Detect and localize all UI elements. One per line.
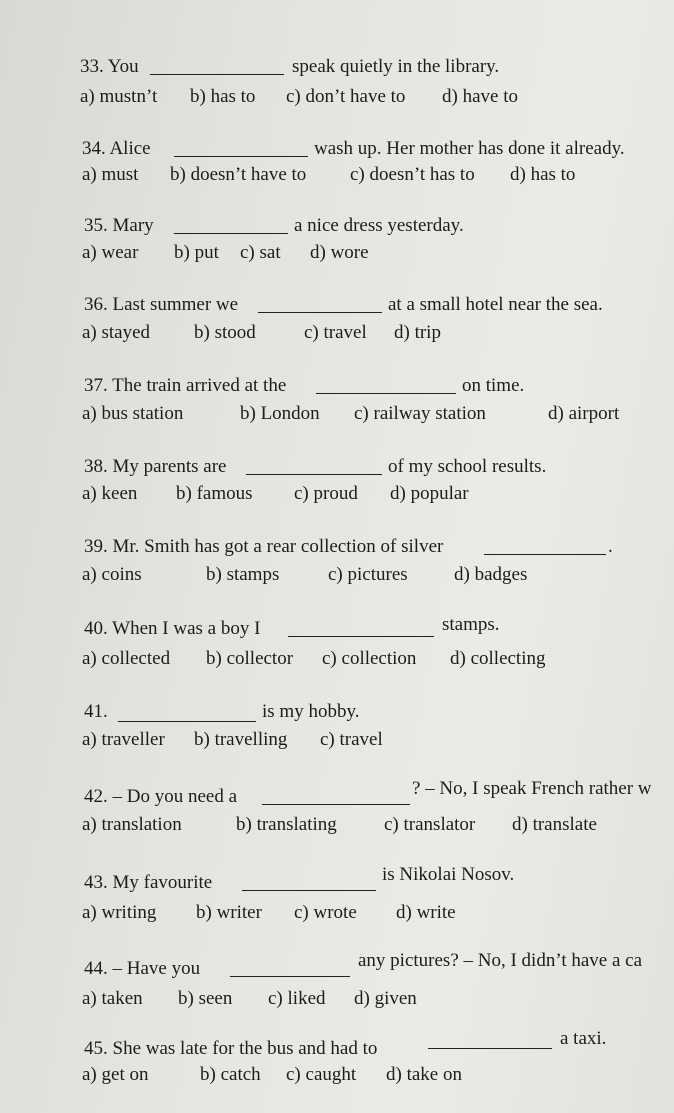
option-d[interactable]: d) given [354,988,417,1009]
option-c[interactable]: c) pictures [328,564,408,585]
question-number: 36. [84,294,108,315]
question-number: 44. [84,958,108,979]
option-b[interactable]: b) stamps [206,564,280,585]
question-text: Last summer we [112,294,239,315]
option-a[interactable]: a) collected [82,648,171,669]
question-40 [0,614,674,688]
question-number: 38. [84,456,108,477]
option-c[interactable]: c) doesn’t has to [350,164,475,185]
option-b[interactable]: b) London [240,403,320,424]
option-b[interactable]: b) famous [176,483,253,504]
question-text-after: any pictures? – No, I didn’t have a ca [358,950,643,971]
question-36 [0,294,674,364]
question-number: 42. [84,786,108,807]
option-b[interactable]: b) doesn’t have to [170,164,307,185]
option-a[interactable]: a) mustn’t [80,86,158,107]
option-b[interactable]: b) seen [178,988,233,1009]
option-a[interactable]: a) stayed [82,322,151,343]
question-text-after: ? – No, I speak French rather w [412,778,652,799]
option-d[interactable]: d) trip [394,322,441,343]
option-d[interactable]: d) wore [310,242,369,263]
question-34 [0,138,674,208]
option-c[interactable]: c) travel [304,322,367,343]
question-text-after: at a small hotel near the sea. [388,294,603,315]
question-number: 43. [84,872,108,893]
question-45 [0,1028,674,1108]
question-35 [0,215,674,285]
question-text-after: wash up. Her mother has done it already. [314,138,625,159]
question-text: Mary [112,215,154,236]
answer-blank[interactable] [242,890,376,891]
option-a[interactable]: a) traveller [82,729,165,750]
question-37 [0,375,674,445]
question-text: My favourite [112,872,213,893]
option-d[interactable]: d) popular [390,483,469,504]
option-c[interactable]: c) liked [268,988,326,1009]
question-text-after: of my school results. [388,456,547,477]
question-text: You [107,56,139,77]
option-c[interactable]: c) don’t have to [286,86,406,107]
answer-blank[interactable] [288,636,434,637]
option-c[interactable]: c) proud [294,483,358,504]
question-number: 45. [84,1038,108,1059]
question-text-after: a taxi. [560,1028,607,1049]
question-text: She was late for the bus and had to [112,1038,378,1059]
option-a[interactable]: a) bus station [82,403,184,424]
question-number: 39. [84,536,108,557]
question-33 [0,56,674,126]
answer-blank[interactable] [150,74,284,75]
option-d[interactable]: d) badges [454,564,528,585]
option-b[interactable]: b) travelling [194,729,288,750]
answer-blank[interactable] [484,554,606,555]
question-text: Alice [109,138,151,159]
option-c[interactable]: c) caught [286,1064,357,1085]
option-d[interactable]: d) collecting [450,648,546,669]
answer-blank[interactable] [174,156,308,157]
question-44 [0,950,674,1028]
question-43 [0,864,674,942]
option-a[interactable]: a) writing [82,902,157,923]
answer-blank[interactable] [118,721,256,722]
option-d[interactable]: d) take on [386,1064,462,1085]
option-d[interactable]: d) has to [510,164,576,185]
question-text-after: stamps. [442,614,500,635]
question-38 [0,456,674,526]
option-c[interactable]: c) railway station [354,403,486,424]
question-text-after: is my hobby. [262,701,360,722]
option-b[interactable]: b) stood [194,322,256,343]
answer-blank[interactable] [258,312,382,313]
option-b[interactable]: b) writer [196,902,262,923]
question-text-after: . [608,536,613,557]
option-b[interactable]: b) collector [206,648,294,669]
question-text-after: on time. [462,375,525,396]
option-c[interactable]: c) translator [384,814,476,835]
question-text-after: speak quietly in the library. [292,56,500,77]
answer-blank[interactable] [428,1048,552,1049]
answer-blank[interactable] [316,393,456,394]
option-a[interactable]: a) coins [82,564,142,585]
option-b[interactable]: b) catch [200,1064,261,1085]
answer-blank[interactable] [246,474,382,475]
question-number: 35. [84,215,108,236]
option-b[interactable]: b) translating [236,814,337,835]
option-a[interactable]: a) keen [82,483,138,504]
question-number: 40. [84,618,108,639]
option-c[interactable]: c) wrote [294,902,357,923]
option-c[interactable]: c) travel [320,729,383,750]
question-text: – Do you need a [112,786,238,807]
question-text: My parents are [112,456,227,477]
question-text-after: is Nikolai Nosov. [382,864,515,885]
option-b[interactable]: b) put [174,242,219,263]
question-text-after: a nice dress yesterday. [294,215,464,236]
option-a[interactable]: a) translation [82,814,182,835]
question-number: 41. [84,701,108,722]
option-c[interactable]: c) collection [322,648,417,669]
question-text: The train arrived at the [112,375,287,396]
question-41 [0,701,674,771]
answer-blank[interactable] [174,233,288,234]
question-number: 33. [80,56,104,77]
question-39 [0,536,674,606]
option-a[interactable]: a) must [82,164,139,185]
option-b[interactable]: b) has to [190,86,256,107]
option-a[interactable]: a) wear [82,242,139,263]
option-d[interactable]: d) airport [548,403,620,424]
question-text: When I was a boy I [112,618,261,639]
option-a[interactable]: a) taken [82,988,143,1009]
answer-blank[interactable] [262,804,410,805]
question-42 [0,778,674,856]
question-text: Mr. Smith has got a rear collection of silver [112,536,444,557]
question-number: 34. [82,138,106,159]
answer-blank[interactable] [230,976,350,977]
option-c[interactable]: c) sat [240,242,281,263]
question-text: – Have you [112,958,201,979]
option-d[interactable]: d) have to [442,86,518,107]
option-d[interactable]: d) translate [512,814,597,835]
option-a[interactable]: a) get on [82,1064,149,1085]
question-number: 37. [84,375,108,396]
option-d[interactable]: d) write [396,902,456,923]
